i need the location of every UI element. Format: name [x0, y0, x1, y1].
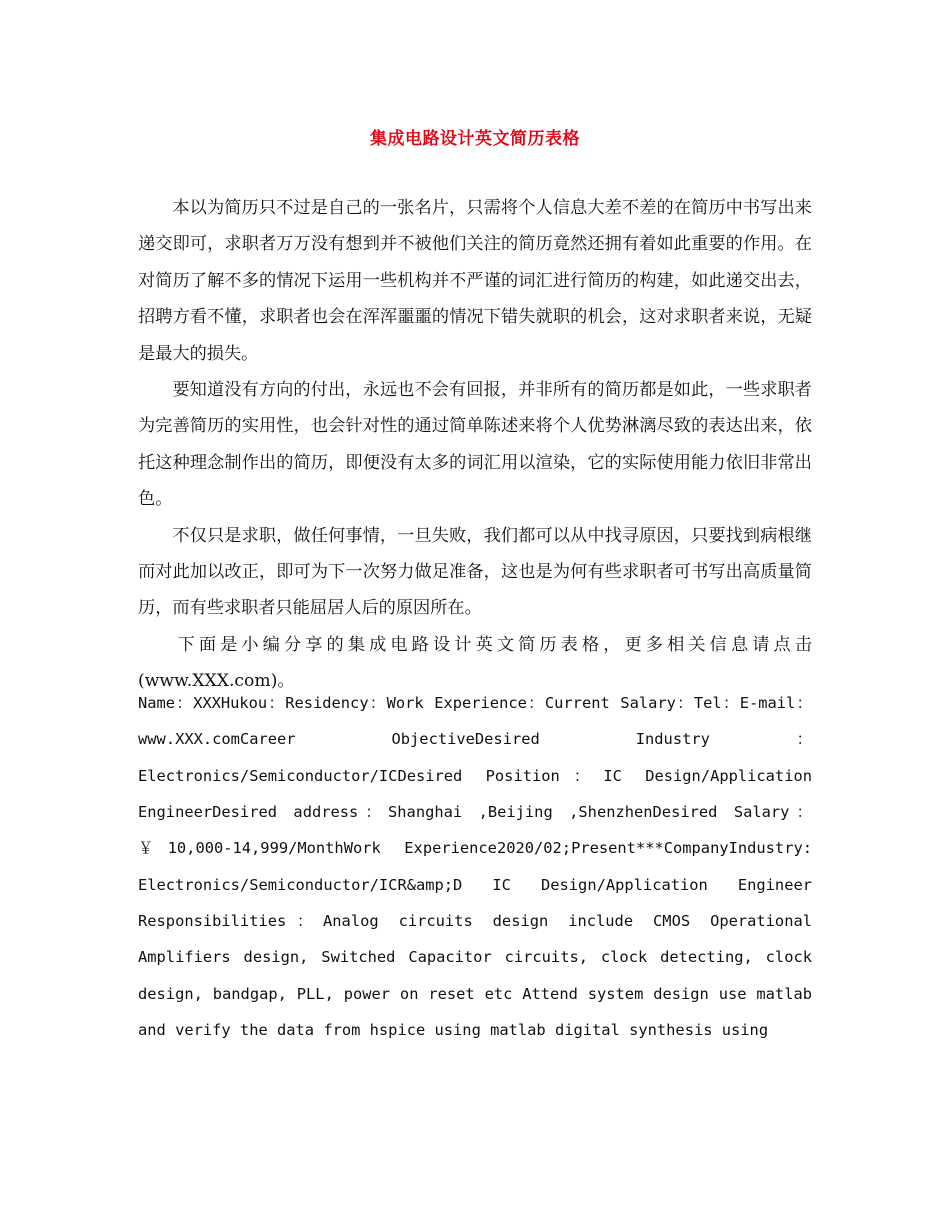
- document-title: 集成电路设计英文简历表格: [370, 129, 580, 149]
- resume-block: [138, 685, 812, 1048]
- intro-text: [138, 190, 812, 700]
- resume-text: Name：XXXHukou：Residency：Work Experience：Current Salary：Tel：E-mail：www.XXX.comCareer ObjectiveDesired Industry：Electronics/Semiconductor/ICDesired Position：IC Design/Application EngineerDesired address：Shanghai ,Beijing ,ShenzhenDesired Salary：￥10,000-14,999/MonthWork Experience2020/02;Present***CompanyIndustry: Electronics/Semiconductor/ICR&amp;D IC Design/Application Engineer Responsibilities：Analog circuits design include CMOS Operational Amplifiers design, Switched Capacitor circuits, clock detecting, clock design, bandgap, PLL, power on reset etc Attend system design use matlab and verify the data from hspice using matlab digital synthesis using: [138, 694, 812, 1040]
- paragraph-3: 不仅只是求职，做任何事情，一旦失败，我们都可以从中找寻原因，只要找到病根继而对此加以改正，即可为下一次努力做足准备，这也是为何有些求职者可书写出高质量简历，而有些求职者只能屈居人后的原因所在。: [138, 525, 812, 619]
- paragraph-notice: 下面是小编分享的集成电路设计英文简历表格，更多相关信息请点击(www.XXX.com)。: [138, 634, 812, 692]
- paragraph-1: 本以为简历只不过是自己的一张名片，只需将个人信息大差不差的在简历中书写出来递交即可，求职者万万没有想到并不被他们关注的简历竟然还拥有着如此重要的作用。在对简历了解不多的情况下运用一些机构并不严谨的词汇进行简历的构建，如此递交出去，招聘方看不懂，求职者也会在浑浑噩噩的情况下错失就职的机会，这对求职者来说，无疑是最大的损失。: [138, 198, 812, 364]
- paragraph-2: 要知道没有方向的付出，永远也不会有回报，并非所有的简历都是如此，一些求职者为完善简历的实用性，也会针对性的通过简单陈述来将个人优势淋漓尽致的表达出来，依托这种理念制作出的简历，即便没有太多的词汇用以渲染，它的实际使用能力依旧非常出色。: [138, 380, 812, 510]
